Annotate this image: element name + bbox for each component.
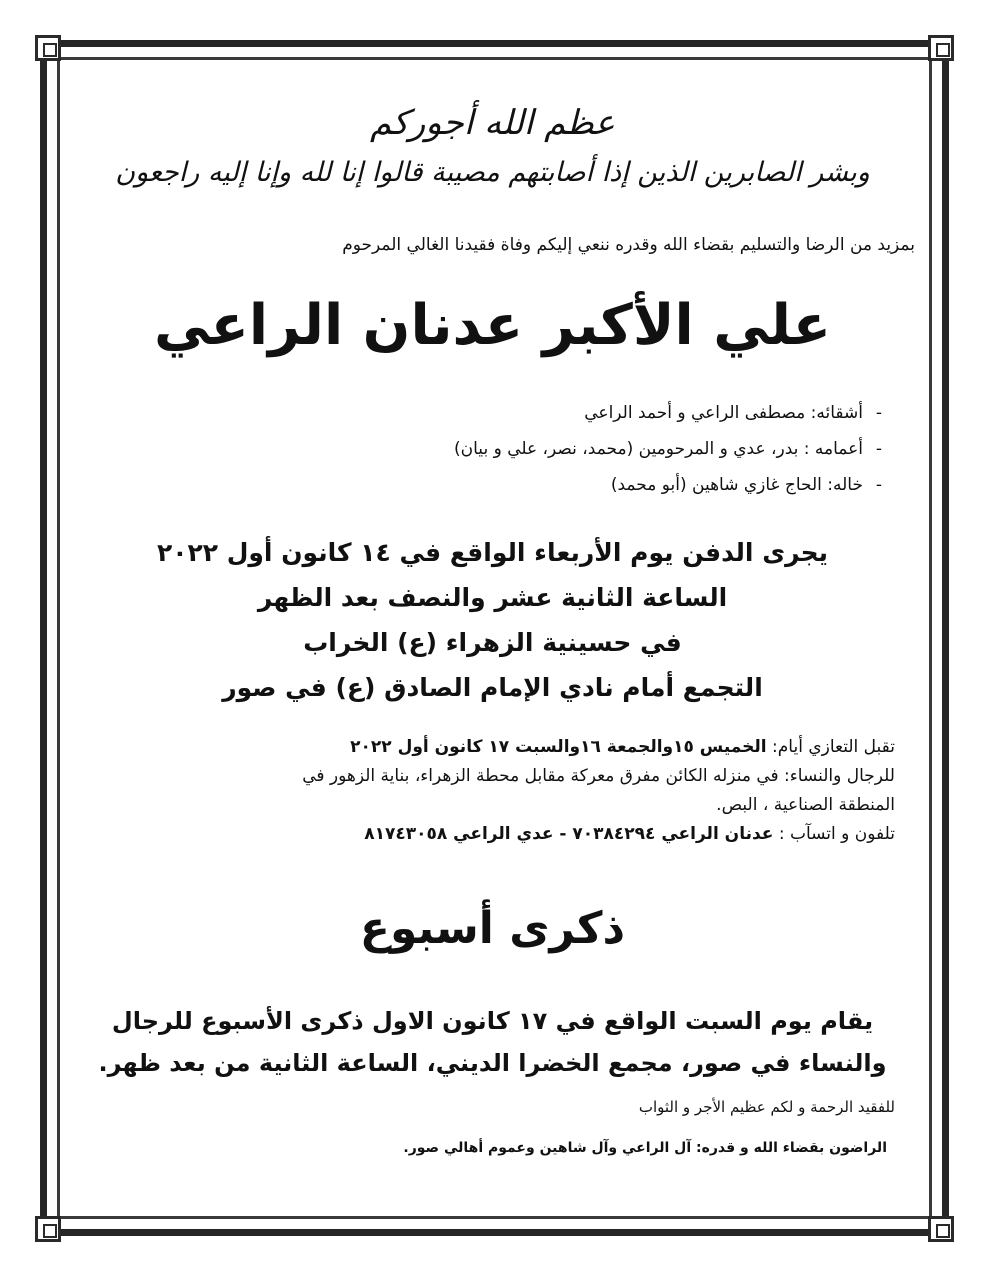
- relatives-siblings: أشقائه: مصطفى الراعي و أحمد الراعي: [584, 403, 863, 423]
- condolence-days-value: الخميس ١٥والجمعة ١٦والسبت ١٧ كانون أول ٢٠٢٢: [350, 737, 767, 757]
- phone-numbers: عدنان الراعي ٧٠٣٨٤٢٩٤ - عدي الراعي ٨١٧٤٣٠٥٨: [364, 824, 774, 844]
- list-item: [90, 467, 895, 503]
- memorial-line2: والنساء في صور، مجمع الخضرا الديني، الساعة الثانية من بعد ظهر.: [98, 1049, 887, 1077]
- deceased-name: علي الأكبر عدنان الراعي: [153, 293, 832, 358]
- corner-ornament: [35, 35, 61, 61]
- relatives-uncles: أعمامه : بدر، عدي و المرحومين (محمد، نصر، علي و بيان): [454, 439, 863, 459]
- opening-text: بمزيد من الرضا والتسليم بقضاء الله وقدره ننعي إليكم وفاة فقيدنا الغالي المرحوم: [342, 235, 915, 255]
- funeral-details: [90, 530, 895, 710]
- mourners-text: الراضون بقضاء الله و قدره: آل الراعي وآل شاهين وعموم أهالي صور.: [403, 1140, 887, 1156]
- funeral-date: يجرى الدفن يوم الأربعاء الواقع في ١٤ كانون أول ٢٠٢٢: [156, 538, 829, 567]
- corner-ornament: [928, 35, 954, 61]
- corner-ornament: [928, 1216, 954, 1242]
- list-item: [90, 431, 895, 467]
- relatives-maternal-uncle: خاله: الحاج غازي شاهين (أبو محمد): [610, 475, 863, 495]
- condolence-location-line1: في منزله الكائن مفرق معركة مقابل محطة الزهراء، بناية الزهور في: [302, 766, 779, 786]
- list-bullet: -: [875, 439, 883, 459]
- phone-label: تلفون و اتسآب :: [778, 824, 895, 844]
- condolences-info: [90, 733, 895, 849]
- relatives-list: [90, 395, 895, 503]
- funeral-time: الساعة الثانية عشر والنصف بعد الظهر: [257, 583, 728, 612]
- calligraphy-header: عظم الله أجوركم: [370, 103, 615, 143]
- funeral-gathering: التجمع أمام نادي الإمام الصادق (ع) في صور: [222, 673, 763, 702]
- memorial-title: ذكرى أسبوع: [359, 903, 626, 954]
- funeral-place: في حسينية الزهراء (ع) الخراب: [303, 628, 682, 657]
- closing-text: للفقيد الرحمة و لكم عظيم الأجر و الثواب: [638, 1098, 895, 1116]
- condolence-days: [90, 733, 895, 762]
- memorial-line1: يقام يوم السبت الواقع في ١٧ كانون الاول ذكرى الأسبوع للرجال: [111, 1007, 874, 1035]
- list-item: [90, 395, 895, 431]
- list-bullet: -: [875, 475, 883, 495]
- condolence-location-label: للرجال والنساء:: [784, 766, 895, 786]
- corner-ornament: [35, 1216, 61, 1242]
- quran-verse-calligraphy: وبشر الصابرين الذين إذا أصابتهم مصيبة قالوا إنا لله وإنا إليه راجعون: [115, 157, 870, 188]
- contact-phones: [90, 820, 895, 849]
- condolence-location-line2: المنطقة الصناعية ، البص.: [716, 795, 895, 815]
- obituary-content: [90, 95, 915, 1185]
- list-bullet: -: [875, 403, 883, 423]
- memorial-details: [90, 1000, 895, 1084]
- condolence-location: [90, 762, 895, 791]
- condolence-days-label: تقبل التعازي أيام:: [772, 737, 895, 757]
